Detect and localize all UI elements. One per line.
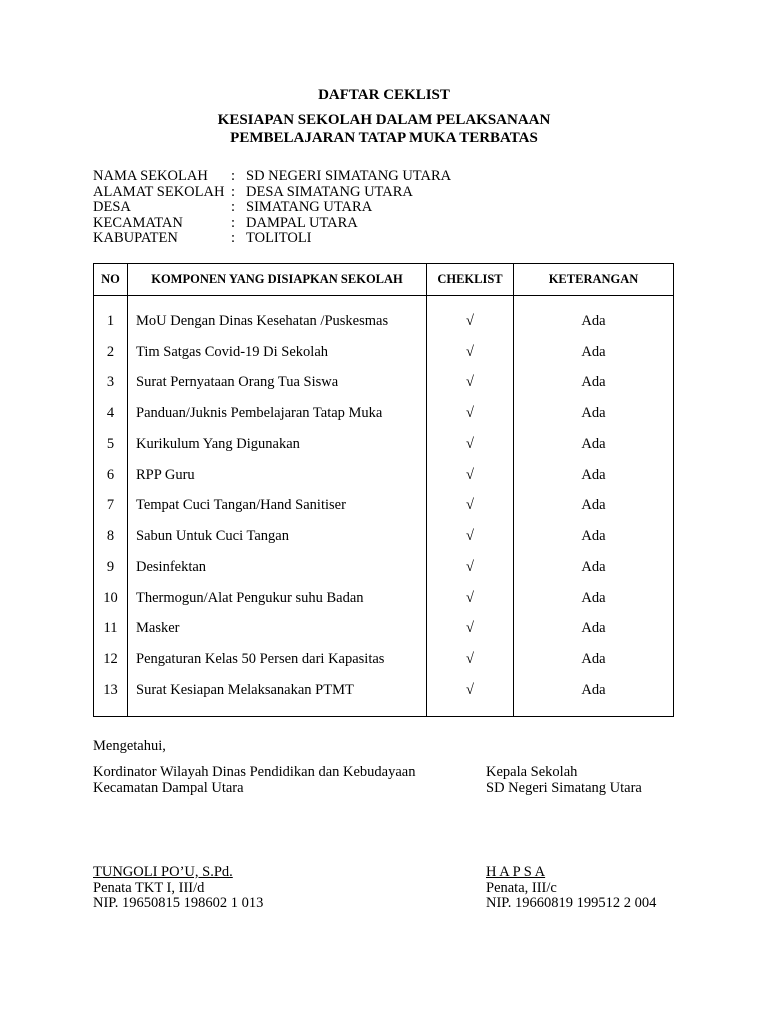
column-header-cheklist: CHEKLIST [427, 264, 514, 296]
info-colon: : [231, 214, 236, 231]
row-no: 1 [94, 296, 128, 337]
row-checkmark: √ [427, 429, 514, 460]
row-no: 9 [94, 552, 128, 583]
row-komponen: Thermogun/Alat Pengukur suhu Badan [128, 583, 427, 614]
row-checkmark: √ [427, 337, 514, 368]
row-keterangan: Ada [514, 460, 674, 491]
info-label: NAMA SEKOLAH [93, 168, 208, 184]
left-signer-rank: Penata TKT I, III/d [93, 880, 205, 896]
row-no: 11 [94, 614, 128, 645]
row-keterangan: Ada [514, 337, 674, 368]
table-row [94, 675, 674, 716]
info-label: KECAMATAN [93, 214, 183, 231]
row-keterangan: Ada [514, 296, 674, 337]
row-komponen: Panduan/Juknis Pembelajaran Tatap Muka [128, 398, 427, 429]
row-komponen: Masker [128, 614, 427, 645]
right-signer-nip: NIP. 19660819 199512 2 004 [486, 895, 657, 911]
row-no: 10 [94, 583, 128, 614]
info-value: SIMATANG UTARA [246, 199, 373, 215]
table-row [94, 337, 674, 368]
checklist-table [93, 263, 674, 717]
info-colon: : [231, 199, 236, 215]
row-checkmark: √ [427, 644, 514, 675]
row-keterangan: Ada [514, 398, 674, 429]
row-checkmark: √ [427, 583, 514, 614]
table-row [94, 614, 674, 645]
table-row [94, 521, 674, 552]
info-value: SD NEGERI SIMATANG UTARA [246, 168, 452, 184]
info-label: ALAMAT SEKOLAH [93, 183, 225, 200]
row-keterangan: Ada [514, 368, 674, 399]
row-no: 7 [94, 491, 128, 522]
right-signer-role-line1: Kepala Sekolah [486, 764, 578, 780]
row-checkmark: √ [427, 552, 514, 583]
row-komponen: Pengaturan Kelas 50 Persen dari Kapasitas [128, 644, 427, 675]
info-label: KABUPATEN [93, 230, 178, 246]
table-row [94, 644, 674, 675]
row-checkmark: √ [427, 675, 514, 716]
left-signer-nip: NIP. 19650815 198602 1 013 [93, 895, 264, 911]
column-header-keterangan: KETERANGAN [514, 264, 674, 296]
document-subtitle-line2: PEMBELAJARAN TATAP MUKA TERBATAS [230, 130, 538, 146]
row-keterangan: Ada [514, 552, 674, 583]
table-header-row [94, 264, 674, 296]
info-colon: : [231, 183, 236, 200]
left-signer-role-line1: Kordinator Wilayah Dinas Pendidikan dan Kebudayaan [93, 764, 416, 780]
row-checkmark: √ [427, 398, 514, 429]
row-checkmark: √ [427, 491, 514, 522]
row-keterangan: Ada [514, 429, 674, 460]
info-value: DAMPAL UTARA [246, 214, 358, 231]
row-no: 2 [94, 337, 128, 368]
row-no: 8 [94, 521, 128, 552]
row-komponen: Kurikulum Yang Digunakan [128, 429, 427, 460]
row-keterangan: Ada [514, 583, 674, 614]
row-komponen: Tim Satgas Covid-19 Di Sekolah [128, 337, 427, 368]
table-row [94, 429, 674, 460]
document-subtitle-line1: KESIAPAN SEKOLAH DALAM PELAKSANAAN [217, 112, 551, 128]
info-value: DESA SIMATANG UTARA [246, 183, 413, 200]
row-komponen: RPP Guru [128, 460, 427, 491]
info-label: DESA [93, 199, 131, 215]
table-row [94, 398, 674, 429]
row-no: 4 [94, 398, 128, 429]
table-row [94, 296, 674, 337]
table-row [94, 552, 674, 583]
right-signer-rank: Penata, III/c [486, 880, 557, 896]
row-komponen: Surat Kesiapan Melaksanakan PTMT [128, 675, 427, 716]
row-keterangan: Ada [514, 675, 674, 716]
info-colon: : [231, 230, 236, 246]
row-no: 3 [94, 368, 128, 399]
mengetahui-label: Mengetahui, [93, 738, 166, 754]
table-row [94, 460, 674, 491]
row-checkmark: √ [427, 296, 514, 337]
table-row [94, 583, 674, 614]
row-komponen: Sabun Untuk Cuci Tangan [128, 521, 427, 552]
column-header-no: NO [94, 264, 128, 296]
document-title: DAFTAR CEKLIST [318, 87, 450, 103]
row-keterangan: Ada [514, 491, 674, 522]
table-row [94, 491, 674, 522]
row-no: 13 [94, 675, 128, 716]
info-colon: : [231, 168, 236, 184]
row-no: 6 [94, 460, 128, 491]
row-no: 12 [94, 644, 128, 675]
row-checkmark: √ [427, 614, 514, 645]
left-signer-role-line2: Kecamatan Dampal Utara [93, 780, 244, 796]
row-no: 5 [94, 429, 128, 460]
left-signer-name: TUNGOLI PO’U, S.Pd. [93, 864, 233, 880]
row-komponen: MoU Dengan Dinas Kesehatan /Puskesmas [128, 296, 427, 337]
row-checkmark: √ [427, 460, 514, 491]
table-row [94, 368, 674, 399]
row-checkmark: √ [427, 368, 514, 399]
row-komponen: Tempat Cuci Tangan/Hand Sanitiser [128, 491, 427, 522]
row-keterangan: Ada [514, 644, 674, 675]
row-komponen: Surat Pernyataan Orang Tua Siswa [128, 368, 427, 399]
row-keterangan: Ada [514, 521, 674, 552]
column-header-komponen: KOMPONEN YANG DISIAPKAN SEKOLAH [128, 264, 427, 296]
row-keterangan: Ada [514, 614, 674, 645]
info-value: TOLITOLI [246, 230, 312, 246]
right-signer-name: H A P S A [486, 864, 546, 880]
row-checkmark: √ [427, 521, 514, 552]
row-komponen: Desinfektan [128, 552, 427, 583]
right-signer-role-line2: SD Negeri Simatang Utara [486, 780, 642, 796]
checklist-body [94, 296, 674, 717]
